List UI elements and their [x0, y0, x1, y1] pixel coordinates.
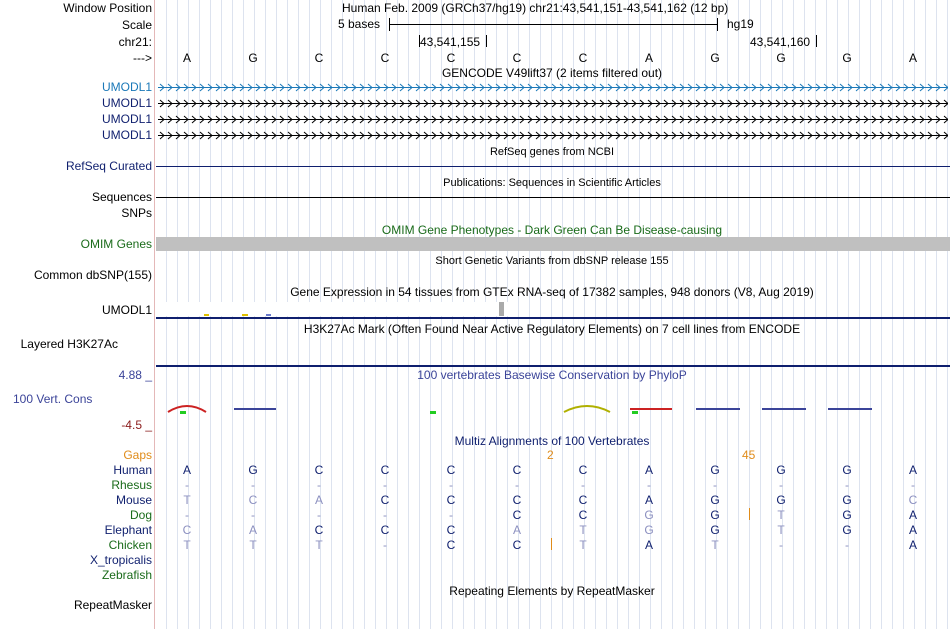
species-label[interactable]: Zebrafish	[101, 568, 152, 582]
grid-line	[661, 0, 662, 629]
species-label[interactable]: Dog	[129, 508, 152, 522]
aligned-base: -	[911, 478, 915, 492]
aligned-base: -	[383, 478, 387, 492]
h3k27ac-signal-line	[156, 365, 950, 367]
gencode-transcript-label[interactable]: UMODL1	[101, 128, 152, 142]
scale-assembly: hg19	[727, 17, 754, 31]
gencode-transcript-arrows[interactable]	[158, 114, 948, 125]
grid-line	[947, 0, 948, 629]
aligned-base: T	[183, 538, 191, 552]
aligned-base: G	[842, 508, 852, 522]
gap-count: 2	[547, 448, 554, 462]
aligned-base: A	[908, 463, 917, 477]
h3k27ac-track-title[interactable]: H3K27Ac Mark (Often Found Near Active Regulatory Elements) on 7 cell lines from ENCODE	[303, 322, 801, 336]
sequence-base: A	[908, 51, 917, 65]
aligned-base: C	[248, 493, 258, 507]
sequence-arrow-label: --->	[133, 51, 152, 65]
species-label[interactable]: X_tropicalis	[89, 553, 152, 567]
aligned-base: C	[314, 523, 324, 537]
aligned-base: T	[183, 493, 191, 507]
sequence-base: C	[446, 51, 456, 65]
publications-track-title[interactable]: Publications: Sequences in Scientific Articles	[443, 177, 661, 189]
aligned-base: -	[515, 478, 519, 492]
aligned-base: A	[908, 508, 917, 522]
refseq-track-title[interactable]: RefSeq genes from NCBI	[489, 146, 615, 158]
aligned-base: -	[713, 478, 717, 492]
aligned-base: C	[446, 523, 456, 537]
h3k27ac-track-label[interactable]: Layered H3K27Ac	[20, 337, 118, 351]
aligned-base: -	[383, 538, 387, 552]
aligned-base: -	[317, 508, 321, 522]
aligned-base: G	[710, 463, 720, 477]
gap-marker	[749, 508, 750, 520]
grid-line	[892, 0, 893, 629]
species-label[interactable]: Rhesus	[111, 478, 152, 492]
aligned-base: G	[842, 493, 852, 507]
aligned-base: A	[182, 463, 191, 477]
gtex-expression-mark	[204, 314, 209, 316]
dbsnp-track-title[interactable]: Short Genetic Variants from dbSNP release 155	[435, 255, 669, 267]
grid-line	[595, 0, 596, 629]
aligned-base: -	[647, 478, 651, 492]
publications-line[interactable]	[156, 197, 950, 198]
conservation-mark	[168, 406, 206, 412]
conservation-min-value: -4.5 _	[121, 418, 152, 432]
aligned-base: -	[779, 538, 783, 552]
sequence-base: G	[248, 51, 258, 65]
conservation-mark	[180, 411, 186, 414]
omim-phenotype-bar[interactable]	[156, 237, 950, 251]
aligned-base: C	[380, 463, 390, 477]
grid-line	[804, 0, 805, 629]
aligned-base: G	[842, 523, 852, 537]
aligned-base: T	[315, 538, 323, 552]
aligned-base: A	[644, 493, 653, 507]
sequence-base: C	[314, 51, 324, 65]
snps-track-label[interactable]: SNPs	[121, 206, 152, 220]
aligned-base: G	[776, 463, 786, 477]
aligned-base: A	[644, 463, 653, 477]
aligned-base: -	[845, 538, 849, 552]
sequence-base: A	[182, 51, 191, 65]
omim-track-title[interactable]: OMIM Gene Phenotypes - Dark Green Can Be Disease-causing	[381, 223, 723, 237]
gtex-end-marker	[499, 302, 504, 316]
conservation-mark	[828, 408, 872, 410]
aligned-base: A	[644, 538, 653, 552]
conservation-mark	[430, 411, 436, 414]
conservation-mark	[696, 408, 740, 410]
gencode-transcript-label[interactable]: UMODL1	[101, 112, 152, 126]
grid-line	[870, 0, 871, 629]
scale-bar-left-tick	[389, 18, 390, 31]
aligned-base: T	[249, 538, 257, 552]
grid-line	[529, 0, 530, 629]
label-separator	[154, 0, 155, 629]
aligned-base: G	[644, 508, 654, 522]
scale-label: Scale	[121, 18, 152, 32]
aligned-base: -	[845, 478, 849, 492]
grid-line	[672, 0, 673, 629]
grid-line	[936, 0, 937, 629]
aligned-base: C	[578, 463, 588, 477]
grid-line	[683, 0, 684, 629]
scale-bar	[389, 24, 718, 25]
gtex-track-title[interactable]: Gene Expression in 54 tissues from GTEx RNA-seq of 17382 samples, 948 donors (V8, Aug 2019)	[290, 285, 814, 299]
aligned-base: A	[908, 523, 917, 537]
aligned-base: C	[512, 493, 522, 507]
aligned-base: -	[383, 508, 387, 522]
aligned-base: -	[449, 478, 453, 492]
sequence-base: G	[842, 51, 852, 65]
gencode-transcript-label[interactable]: UMODL1	[101, 80, 152, 94]
sequence-base: C	[578, 51, 588, 65]
gencode-transcript-arrows[interactable]	[158, 98, 948, 109]
refseq-gene-line[interactable]	[156, 166, 950, 167]
aligned-base: A	[248, 523, 257, 537]
aligned-base: -	[779, 478, 783, 492]
aligned-base: -	[185, 478, 189, 492]
sequence-base: G	[710, 51, 720, 65]
aligned-base: T	[579, 538, 587, 552]
conservation-mark	[630, 408, 672, 410]
aligned-base: C	[908, 493, 918, 507]
chrom-label: chr21:	[118, 35, 152, 49]
conservation-mark	[762, 408, 806, 410]
aligned-base: A	[512, 523, 521, 537]
window-position-label: Window Position	[63, 1, 152, 15]
aligned-base: C	[446, 463, 456, 477]
multiz-track-title[interactable]: Multiz Alignments of 100 Vertebrates	[454, 434, 650, 448]
aligned-base: C	[578, 508, 588, 522]
grid-line	[727, 0, 728, 629]
aligned-base: C	[314, 463, 324, 477]
sequence-base: C	[512, 51, 522, 65]
gtex-expression-mark	[242, 314, 248, 316]
dbsnp-track-label[interactable]: Common dbSNP(155)	[33, 268, 152, 282]
refseq-track-label[interactable]: RefSeq Curated	[65, 159, 152, 173]
species-label[interactable]: Human	[113, 463, 152, 477]
aligned-base: G	[710, 523, 720, 537]
conservation-track-title[interactable]: 100 vertebrates Basewise Conservation by PhyloP	[417, 368, 687, 382]
aligned-base: C	[380, 523, 390, 537]
aligned-base: -	[251, 478, 255, 492]
aligned-base: G	[842, 463, 852, 477]
conservation-mark	[632, 411, 638, 414]
aligned-base: T	[579, 523, 587, 537]
gap-marker	[551, 538, 552, 550]
gencode-transcript-arrows[interactable]	[158, 130, 948, 141]
grid-line	[760, 0, 761, 629]
ruler-tick-1	[486, 35, 487, 47]
grid-line	[551, 0, 552, 629]
publications-track-label[interactable]: Sequences	[91, 190, 152, 204]
aligned-base: T	[777, 523, 785, 537]
aligned-base: G	[644, 523, 654, 537]
grid-line	[826, 0, 827, 629]
sequence-base: A	[644, 51, 653, 65]
aligned-base: C	[446, 538, 456, 552]
grid-line	[749, 0, 750, 629]
aligned-base: -	[449, 508, 453, 522]
aligned-base: C	[512, 463, 522, 477]
grid-line	[881, 0, 882, 629]
omim-track-label[interactable]: OMIM Genes	[80, 237, 152, 251]
gap-count: 45	[742, 448, 756, 462]
aligned-base: G	[248, 463, 258, 477]
species-label[interactable]: Chicken	[108, 538, 152, 552]
gtex-panel[interactable]	[156, 302, 508, 316]
grid-line	[562, 0, 563, 629]
grid-line	[815, 0, 816, 629]
grid-line	[859, 0, 860, 629]
conservation-max-value: 4.88 _	[118, 368, 152, 382]
aligned-base: G	[776, 493, 786, 507]
species-label[interactable]: Elephant	[104, 523, 152, 537]
gaps-label: Gaps	[123, 448, 152, 462]
aligned-base: A	[908, 538, 917, 552]
aligned-base: C	[512, 508, 522, 522]
aligned-base: -	[251, 508, 255, 522]
gtex-expression-mark	[266, 314, 271, 316]
aligned-base: -	[317, 478, 321, 492]
aligned-base: -	[581, 478, 585, 492]
ruler-tick-2	[816, 35, 817, 47]
grid-line	[617, 0, 618, 629]
scale-bases: 5 bases	[338, 17, 381, 31]
aligned-base: C	[446, 493, 456, 507]
aligned-base: C	[380, 493, 390, 507]
aligned-base: T	[711, 538, 719, 552]
gencode-transcript-label[interactable]: UMODL1	[101, 96, 152, 110]
sequence-base: G	[776, 51, 786, 65]
repeatmasker-track-label[interactable]: RepeatMasker	[73, 598, 152, 612]
conservation-track-label[interactable]: 100 Vert. Cons	[13, 392, 93, 406]
aligned-base: C	[512, 538, 522, 552]
ruler-position-1: 43,541,155	[420, 35, 481, 49]
conservation-mark	[564, 406, 610, 412]
aligned-base: C	[182, 523, 192, 537]
conservation-plot	[156, 398, 950, 422]
aligned-base: T	[777, 508, 785, 522]
grid-line	[606, 0, 607, 629]
gtex-track-line	[156, 317, 950, 319]
scale-bar-right-tick	[717, 18, 718, 31]
grid-line	[793, 0, 794, 629]
aligned-base: A	[314, 493, 323, 507]
aligned-base: C	[578, 493, 588, 507]
aligned-base: -	[185, 508, 189, 522]
sequence-base: C	[380, 51, 390, 65]
repeatmasker-track-title[interactable]: Repeating Elements by RepeatMasker	[449, 584, 655, 598]
grid-line	[925, 0, 926, 629]
window-position-text: Human Feb. 2009 (GRCh37/hg19) chr21:43,541,151-43,541,162 (12 bp)	[342, 1, 729, 15]
gencode-track-title[interactable]: GENCODE V49lift37 (2 items filtered out)	[441, 66, 663, 80]
ruler-position-2: 43,541,160	[750, 35, 811, 49]
grid-line	[738, 0, 739, 629]
aligned-base: G	[710, 508, 720, 522]
grid-line	[540, 0, 541, 629]
gtex-track-label[interactable]: UMODL1	[101, 303, 152, 317]
gencode-transcript-arrows[interactable]	[158, 82, 948, 93]
conservation-mark	[234, 408, 276, 410]
species-label[interactable]: Mouse	[115, 493, 152, 507]
grid-line	[628, 0, 629, 629]
aligned-base: G	[710, 493, 720, 507]
grid-line	[694, 0, 695, 629]
